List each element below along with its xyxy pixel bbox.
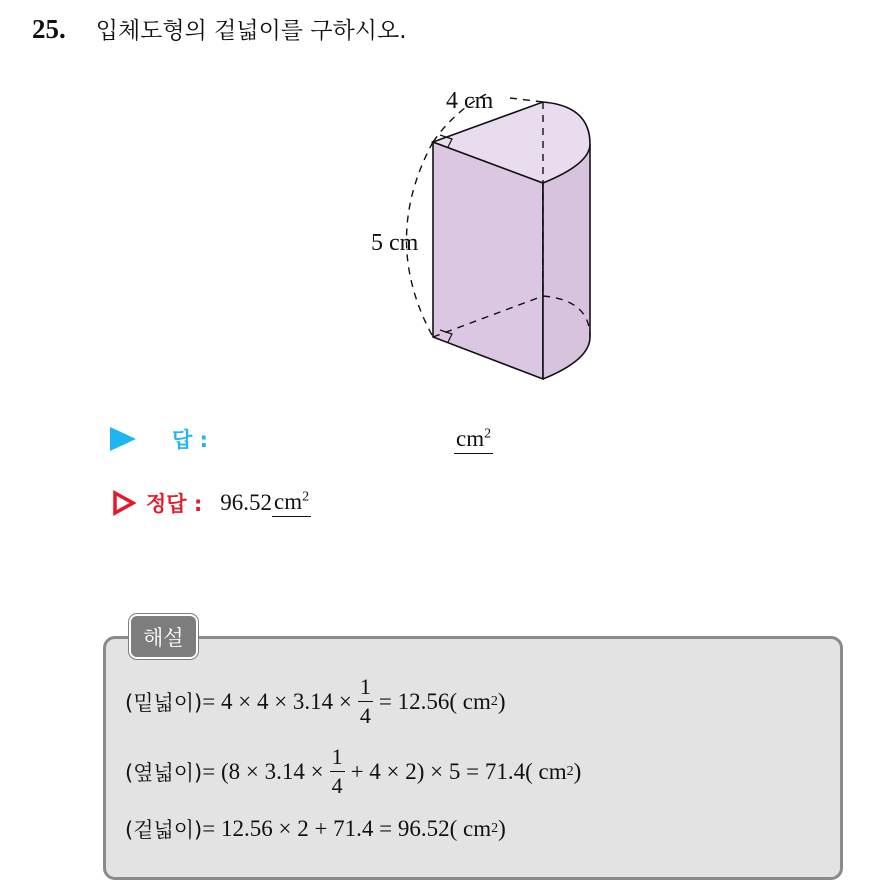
solid-figure <box>360 82 610 392</box>
blue-arrow-icon <box>110 427 136 451</box>
base-area-term: (밑넓이) <box>125 690 203 715</box>
line1-lhs: = 4 × 4 × 3.14 × <box>202 688 352 714</box>
solution-line-3 <box>125 814 506 844</box>
line2-exp: 2 <box>566 763 574 779</box>
radius-dimension-tail <box>510 98 543 102</box>
line1-close: ) <box>497 688 506 714</box>
answer-row <box>110 424 208 454</box>
line2-fraction <box>330 746 345 797</box>
line1-denominator: 4 <box>359 703 371 728</box>
solution-tab: 해설 <box>129 614 198 659</box>
answer-unit: cm <box>456 426 485 451</box>
line2-numerator: 1 <box>330 746 345 772</box>
correct-answer-label: 정답 : <box>146 492 203 516</box>
question-text: 입체도형의 겉넓이를 구하시오. <box>95 18 407 44</box>
line2-rhs: + 4 × 2) × 5 = 71.4( cm <box>350 758 567 784</box>
red-outline-arrow-icon <box>112 490 136 516</box>
correct-answer-value: 96.52 <box>220 490 273 515</box>
line2-close: ) <box>573 758 582 784</box>
line3-close: ) <box>498 816 506 841</box>
question-number: 25. <box>32 14 66 44</box>
radius-label: 4 cm <box>446 88 494 114</box>
line3-lhs: = 12.56 × 2 + 71.4 = 96.52( cm <box>202 816 492 841</box>
line1-exp: 2 <box>490 693 498 709</box>
lateral-area-term: (옆넓이) <box>125 760 203 785</box>
correct-answer-unit: cm <box>274 489 303 514</box>
line2-lhs: = (8 × 3.14 × <box>202 758 324 784</box>
solution-line-1 <box>125 676 506 727</box>
correct-answer-unit-exponent: 2 <box>302 489 310 505</box>
answer-label: 답 : <box>172 428 208 452</box>
height-label: 5 cm <box>371 230 419 256</box>
surface-area-term: (겉넓이) <box>125 818 203 842</box>
correct-answer-row <box>112 488 311 518</box>
line1-fraction <box>358 676 373 727</box>
line1-numerator: 1 <box>358 676 373 702</box>
line3-exp: 2 <box>491 821 499 836</box>
correct-answer-unit-wrap <box>272 489 311 517</box>
solution-line-2 <box>125 746 581 797</box>
answer-blank[interactable] <box>454 426 493 454</box>
question-header <box>32 12 407 45</box>
line2-denominator: 4 <box>331 773 343 798</box>
quarter-cylinder-diagram <box>360 82 610 392</box>
answer-unit-exponent: 2 <box>484 426 492 442</box>
line1-rhs: = 12.56( cm <box>378 688 491 714</box>
